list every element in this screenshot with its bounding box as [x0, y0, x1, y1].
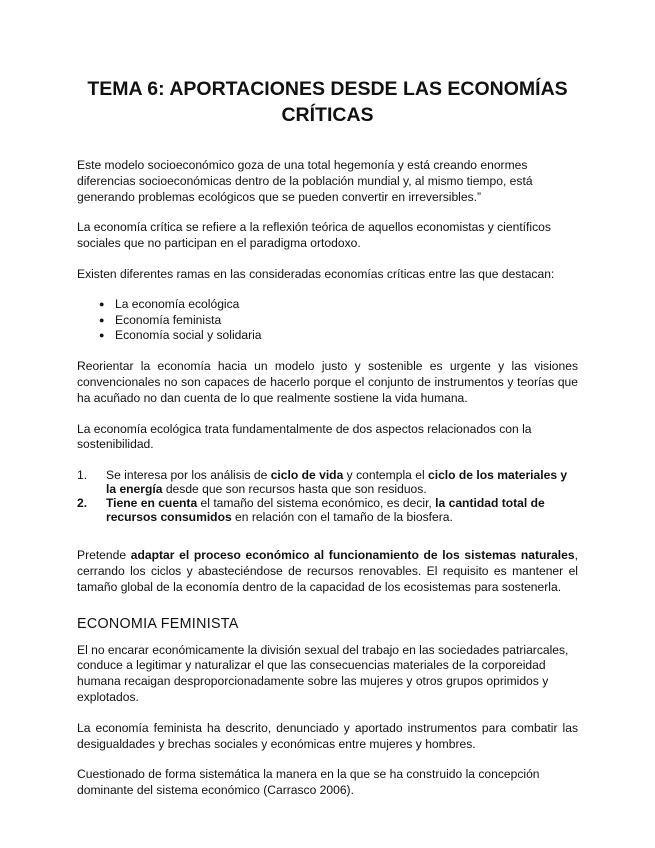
list-item: ● La economía ecológica [99, 296, 240, 311]
paragraph-questioned: Cuestionado de forma sistemática la manera en la que se ha construido la concepción dominante del sistema económico (Carrasco 2006). [77, 767, 540, 798]
bullet-icon: ● [99, 330, 105, 341]
paragraph-feminist-economy: La economía feminista ha descrito, denunciado y aportado instrumentos para combatir las desigualdades y brechas sociales y económicas entre mujeres y hombres. [77, 720, 578, 751]
paragraph-adapt: Pretende adaptar el proceso económico al funcionamiento de los sistemas naturales, cerrando los ciclos y abasteciéndose de recursos renovables. El requisito es mantener el tamaño global de la economía dentro de la capacidad de los ecosistemas para sostenerla. [77, 548, 578, 594]
section-heading-feminist: ECONOMIA FEMINISTA [77, 615, 239, 632]
paragraph-reorient: Reorientar la economía hacia un modelo justo y sostenible es urgente y las visiones convencionales no son capaces de hacerlo porque el conjunto de instrumentos y teorías que ha acuñado no dan cuenta de lo que realmente sostiene la vida humana. [77, 359, 578, 405]
list-item: ● Economía social y solidaria [99, 328, 262, 343]
list-item: ● Economía feminista [99, 312, 222, 327]
paragraph-hegemony: Este modelo socioeconómico goza de una total hegemonía y está creando enormes diferencias socioeconómicas dentro de la población mundial y, al mismo tiempo, está generando problemas ecológicos que se pueden convertir en irreversibles.” [77, 158, 533, 204]
bullet-icon: ● [99, 314, 105, 325]
list-item: 1. Se interesa por los análisis de ciclo de vida y contempla el ciclo de los materiales y la energía desde que son recursos hasta que son residuos. [77, 468, 568, 497]
branches-list [77, 297, 578, 344]
list-number: 1. [77, 468, 88, 483]
page-title: TEMA 6: APORTACIONES DESDE LAS ECONOMÍAS CRÍTICAS [87, 78, 568, 126]
list-item: 2. Tiene en cuenta el tamaño del sistema económico, es decir, la cantidad total de recursos consumidos en relación con el tamaño de la biosfera. [77, 496, 545, 525]
paragraph-sexual-division: El no encarar económicamente la división sexual del trabajo en las sociedades patriarcales, conduce a legitimar y naturalizar el que las consecuencias materiales de la corporeidad humana recaigan desproporcionadamente sobre las mujeres y otros grupos oprimidos y explotados. [77, 642, 569, 704]
bullet-icon: ● [99, 298, 105, 309]
list-number: 2. [77, 496, 88, 511]
paragraph-ecological-intro: La economía ecológica trata fundamentalmente de dos aspectos relacionados con la sostenibilidad. [77, 421, 532, 452]
paragraph-branches-intro: Existen diferentes ramas en las consideradas economías críticas entre las que destacan: [77, 266, 555, 281]
ecological-aspects-list [77, 468, 578, 524]
paragraph-critical-definition: La economía crítica se refiere a la reflexión teórica de aquellos economistas y científicos sociales que no participan en el paradigma ortodoxo. [77, 220, 551, 251]
